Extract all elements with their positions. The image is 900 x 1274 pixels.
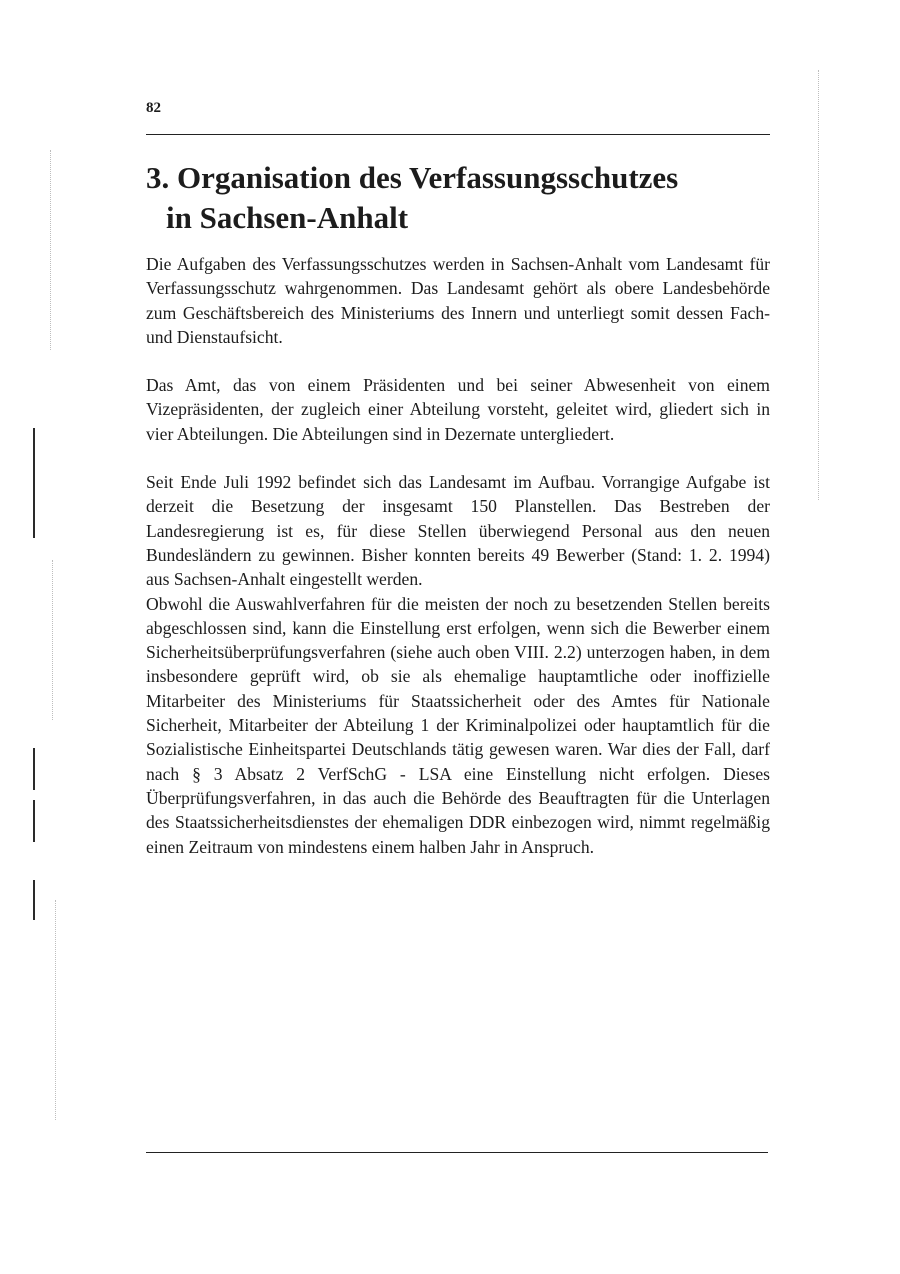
margin-mark <box>33 428 35 538</box>
header-rule <box>146 134 770 135</box>
paragraph: Das Amt, das von einem Präsidenten und bei seiner Abwesenheit von einem Vizepräsidenten, der zugleich einer Abteilung vorsteht, geleitet wird, gliedert sich in vier Abteilungen. Die Abteilungen sind in Dezernate untergliedert. <box>146 375 770 444</box>
margin-mark <box>33 880 35 920</box>
page-number: 82 <box>146 100 161 116</box>
paragraph: Seit Ende Juli 1992 befindet sich das Landesamt im Aufbau. Vorrangige Aufgabe ist derzeit die Besetzung der insgesamt 150 Planstellen. Das Bestreben der Landesregierung ist es, für diese Stellen überwiegend Personal aus den neuen Bundesländern zu gewinnen. Bisher konnten bereits 49 Bewerber (Stand: 1. 2. 1994) aus Sachsen-Anhalt eingestellt werden. <box>146 472 770 590</box>
scan-speckle <box>818 70 829 500</box>
heading-line-2: in Sachsen-Anhalt <box>166 200 409 235</box>
heading-line-1: 3. Organisation des Verfassungsschutzes <box>146 160 679 195</box>
paragraph: Obwohl die Auswahlverfahren für die meisten der noch zu besetzenden Stellen bereits abgeschlossen sind, kann die Einstellung erst erfolgen, wenn sich die Bewerber einem Sicherheitsüberprüfungsverfahren (siehe auch oben VIII. 2.2) unterzogen haben, in dem insbesondere geprüft wird, ob sie als ehemalige hauptamtliche oder inoffizielle Mitarbeiter des Ministeriums für Staatssicherheit oder des Amtes für Nationale Sicherheit, Mitarbeiter der Abteilung 1 der Kriminalpolizei oder hauptamtlich für die Sozialistische Einheitspartei Deutschlands tätig gewesen waren. War dies der Fall, darf nach § 3 Absatz 2 VerfSchG - LSA eine Einstellung nicht erfolgen. Dieses Überprüfungsverfahren, in das auch die Behörde des Beauftragten für die Unterlagen des Staatssicherheitsdienstes der ehemaligen DDR einbezogen wird, nimmt regelmäßig einen Zeitraum von mindestens einem halben Jahr in Anspruch. <box>146 593 770 857</box>
body-text <box>146 252 770 859</box>
margin-mark <box>33 748 35 790</box>
margin-mark <box>33 800 35 842</box>
scan-speckle <box>52 560 63 720</box>
section-heading <box>146 158 786 238</box>
paragraph: Die Aufgaben des Verfassungsschutzes werden in Sachsen-Anhalt vom Landesamt für Verfassungsschutz wahrgenommen. Das Landesamt gehört als obere Landesbehörde zum Geschäftsbereich des Ministeriums des Innern und unterliegt somit dessen Fach- und Dienstaufsicht. <box>146 254 770 347</box>
footer-rule <box>146 1152 768 1153</box>
scan-speckle <box>55 900 66 1120</box>
scan-speckle <box>50 150 61 350</box>
